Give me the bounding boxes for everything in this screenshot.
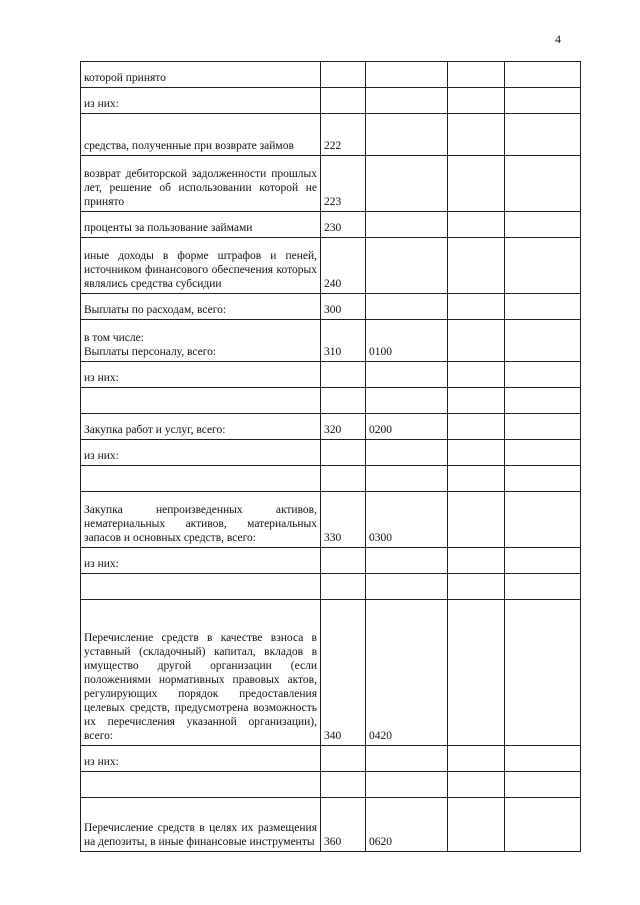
- row-kbk: 0300: [366, 492, 448, 548]
- row-name: Закупка непроизведенных активов, нематериальных активов, материальных запасов и основных средств, всего:: [81, 492, 321, 548]
- row-kbk: [366, 62, 448, 88]
- empty-cell: [448, 492, 505, 548]
- empty-cell: [448, 574, 505, 600]
- table-row: [81, 362, 581, 388]
- empty-cell: [505, 362, 581, 388]
- table-row: [81, 156, 581, 212]
- empty-cell: [448, 320, 505, 362]
- table-row: [81, 548, 581, 574]
- row-name: из них:: [81, 362, 321, 388]
- empty-cell: [448, 156, 505, 212]
- empty-cell: [448, 466, 505, 492]
- table-row: [81, 574, 581, 600]
- report-table: [80, 61, 581, 852]
- row-name: из них:: [81, 440, 321, 466]
- empty-cell: [448, 388, 505, 414]
- table-row: [81, 440, 581, 466]
- table-row: [81, 114, 581, 156]
- row-code: [321, 574, 366, 600]
- empty-cell: [505, 212, 581, 238]
- row-name: [81, 574, 321, 600]
- empty-cell: [448, 440, 505, 466]
- empty-cell: [505, 548, 581, 574]
- empty-cell: [448, 62, 505, 88]
- empty-cell: [505, 156, 581, 212]
- table-row: [81, 238, 581, 294]
- row-kbk: [366, 440, 448, 466]
- empty-cell: [448, 798, 505, 852]
- empty-cell: [505, 772, 581, 798]
- row-kbk: [366, 574, 448, 600]
- row-name: [81, 466, 321, 492]
- empty-cell: [505, 574, 581, 600]
- row-kbk: [366, 238, 448, 294]
- row-kbk: [366, 772, 448, 798]
- empty-cell: [505, 414, 581, 440]
- empty-cell: [505, 88, 581, 114]
- page-number: 4: [555, 32, 561, 46]
- empty-cell: [505, 600, 581, 746]
- row-name: Закупка работ и услуг, всего:: [81, 414, 321, 440]
- empty-cell: [505, 798, 581, 852]
- row-kbk: 0420: [366, 600, 448, 746]
- table-row: [81, 294, 581, 320]
- row-kbk: 0200: [366, 414, 448, 440]
- empty-cell: [505, 238, 581, 294]
- empty-cell: [448, 414, 505, 440]
- row-code: [321, 88, 366, 114]
- table-row: [81, 414, 581, 440]
- row-name: возврат дебиторской задолженности прошлых лет, решение об использовании которой не принято: [81, 156, 321, 212]
- empty-cell: [448, 746, 505, 772]
- row-kbk: [366, 746, 448, 772]
- row-code: 360: [321, 798, 366, 852]
- table-row: [81, 62, 581, 88]
- table-row: [81, 492, 581, 548]
- empty-cell: [505, 466, 581, 492]
- row-name: иные доходы в форме штрафов и пеней, источником финансового обеспечения которых являлись средства субсидии: [81, 238, 321, 294]
- table-row: [81, 600, 581, 746]
- row-name: Перечисление средств в качестве взноса в уставный (складочный) капитал, вкладов в имущество другой организации (если положениями нормативных правовых актов, регулирующих порядок предоставления целевых средств, предусмотрена возможность их перечисления указанной организации), всего:: [81, 600, 321, 746]
- row-kbk: [366, 466, 448, 492]
- empty-cell: [505, 746, 581, 772]
- table-row: [81, 746, 581, 772]
- table-row: [81, 466, 581, 492]
- empty-cell: [505, 492, 581, 548]
- row-name: [81, 388, 321, 414]
- row-code: [321, 746, 366, 772]
- row-kbk: 0620: [366, 798, 448, 852]
- table-row: [81, 798, 581, 852]
- row-kbk: [366, 88, 448, 114]
- empty-cell: [448, 362, 505, 388]
- row-kbk: [366, 362, 448, 388]
- empty-cell: [448, 772, 505, 798]
- row-kbk: [366, 156, 448, 212]
- row-code: [321, 548, 366, 574]
- empty-cell: [505, 440, 581, 466]
- row-code: [321, 772, 366, 798]
- row-name: в том числе: Выплаты персоналу, всего:: [81, 320, 321, 362]
- empty-cell: [505, 320, 581, 362]
- empty-cell: [505, 388, 581, 414]
- row-name: из них:: [81, 746, 321, 772]
- row-kbk: [366, 388, 448, 414]
- row-name: [81, 772, 321, 798]
- row-code: 330: [321, 492, 366, 548]
- row-code: [321, 62, 366, 88]
- row-name: средства, полученные при возврате займов: [81, 114, 321, 156]
- row-kbk: [366, 548, 448, 574]
- row-code: [321, 362, 366, 388]
- empty-cell: [505, 294, 581, 320]
- table-row: [81, 772, 581, 798]
- empty-cell: [505, 62, 581, 88]
- row-code: 300: [321, 294, 366, 320]
- empty-cell: [505, 114, 581, 156]
- row-kbk: [366, 212, 448, 238]
- row-code: 320: [321, 414, 366, 440]
- empty-cell: [448, 238, 505, 294]
- row-code: 240: [321, 238, 366, 294]
- row-code: 222: [321, 114, 366, 156]
- row-kbk: 0100: [366, 320, 448, 362]
- row-name: из них:: [81, 548, 321, 574]
- row-name: из них:: [81, 88, 321, 114]
- row-kbk: [366, 114, 448, 156]
- table-row: [81, 212, 581, 238]
- row-name: проценты за пользование займами: [81, 212, 321, 238]
- table-row: [81, 388, 581, 414]
- row-code: 223: [321, 156, 366, 212]
- row-name: Перечисление средств в целях их размещения на депозиты, в иные финансовые инструменты: [81, 798, 321, 852]
- empty-cell: [448, 548, 505, 574]
- empty-cell: [448, 212, 505, 238]
- row-code: 310: [321, 320, 366, 362]
- empty-cell: [448, 600, 505, 746]
- row-kbk: [366, 294, 448, 320]
- row-code: 230: [321, 212, 366, 238]
- row-code: [321, 440, 366, 466]
- row-code: [321, 466, 366, 492]
- row-name: Выплаты по расходам, всего:: [81, 294, 321, 320]
- empty-cell: [448, 294, 505, 320]
- empty-cell: [448, 114, 505, 156]
- table-row: [81, 88, 581, 114]
- row-code: 340: [321, 600, 366, 746]
- empty-cell: [448, 88, 505, 114]
- row-name: которой принято: [81, 62, 321, 88]
- row-code: [321, 388, 366, 414]
- table-row: [81, 320, 581, 362]
